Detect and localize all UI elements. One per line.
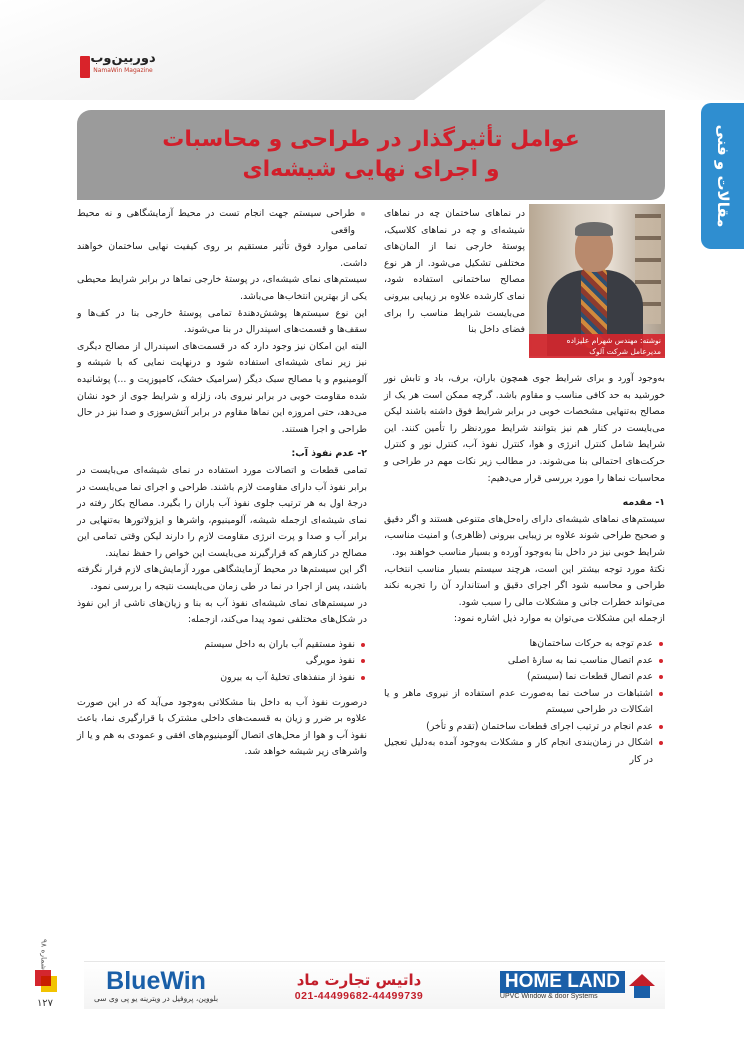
list-item: عدم انجام در ترتیب اجرای قطعات ساختمان (تقدم و تأخر) [384,719,665,736]
left-paragraph2: سیستم‌های نمای شیشه‌ای، در پوستهٔ خارجی نماها در برابر شرایط محیطی یکی از بهترین انتخاب‌ها می‌باشد. [77,274,367,302]
list-item: نفوذ از منفذهای تخلیهٔ آب به بیرون [77,670,367,687]
datis-phone: 021-44499682-44499739 [294,989,424,1002]
homeland-tagline: UPVC Window & door Systems [499,993,598,1000]
logo-mark-icon [80,56,90,78]
issue-square-yellow-icon [41,976,57,992]
homeland-logo: HOME LAND [500,971,625,993]
ad-homeland[interactable] [500,971,655,1000]
list-item: عدم توجه به حرکات ساختمان‌ها [384,636,665,653]
problems-list [384,636,665,769]
ad-datis[interactable] [295,970,423,1002]
left-paragraph1: تمامی موارد فوق تأثیر مستقیم بر روی کیفیت نهایی ساختمان خواهند داشت. [77,241,367,269]
house-icon [629,974,655,998]
section2-heading: ۲- عدم نفوذ آب: [291,448,367,460]
section1-paragraph2: نکتهٔ مورد توجه بیشتر این است، هرچند سیستم بسیار مناسب انتخاب، طراحی و محاسبه شود اگر اجرای دقیق و استاندارد آن را تجربه نکند می‌تواند خطرات جانی و مشکلات مالی را سبب شود. [384,563,665,608]
right-column-top [384,206,525,339]
list-item: نفوذ مستقیم آب باران به داخل سیستم [77,637,367,654]
section1-paragraph3: ازجمله این مشکلات می‌توان به موارد ذیل اشاره نمود: [453,613,665,625]
logo-sub-text: NamaWin Magazine [93,67,153,74]
list-item: اشکال در زمان‌بندی انجام کار و مشکلات به‌وجود آمده به‌دلیل تعجیل در کار [384,735,665,768]
right-column [384,371,665,769]
article-title-line2: و اجرای نهایی شیشه‌ای [242,157,500,182]
section2-paragraph1: تمامی قطعات و اتصالات مورد استفاده در نمای شیشه‌ای می‌بایست در برابر نفوذ آب دارای مقاومت لازم باشند. طراحی و اجرای نما می‌بایست در درجهٔ اول به هر ترتیب جلوی نفوذ آب باران را بگیرد. مصالح بکار رفته در نمای شیشه‌ای ازجمله شیشه، آلومینیوم، واشرها و ایزولاتورها به‌تنهایی در برابر آب و صدا و پرت انرژی مقاومت لازم را دارند لیکن وقتی تمامی این مصالح در کنارهم که قرارگیرند می‌بایست این خواص را حفظ نمایند. [77,464,367,559]
datis-name: داتیس تجارت ماد [296,970,422,989]
section2-paragraph2: اگر این سیستم‌ها در محیط آزمایشگاهی مورد آزمایش‌های لازم قرار نگرفته باشند، پس از اجرا در نما در طی زمان می‌بایست نتیجه را بررسی نمود. [77,564,367,593]
bluewin-tagline: بلووین، پروفیل در ویترینه یو پی وی سی [94,994,219,1003]
left-paragraph3: این نوع سیستم‌ها پوشش‌دهندهٔ تمامی پوستهٔ خارجی بنا در کف‌ها و سقف‌ها و قسمت‌های اسپندرال در بنا می‌شوند. [77,307,367,336]
lab-test-list [77,206,367,239]
photo-caption [529,334,665,358]
footer-ads [84,961,665,1009]
list-item: عدم اتصال قطعات نما (سیستم) [384,669,665,686]
section2-paragraph3: در سیستم‌های نمای شیشه‌ای نفوذ آب به بنا و زیان‌های ناشی از این نفوذ در شکل‌های مختلفی نمود پیدا می‌کند، ازجمله: [77,597,367,626]
list-item: طراحی سیستم جهت انجام تست در محیط آزمایشگاهی و نه محیط واقعی [77,206,367,239]
intro-paragraph-cont: به‌وجود آورد و برای شرایط جوی همچون باران، برف، باد و تابش نور خورشید به حد کافی مناسب و مقاوم باشد. گرچه ممکن است هر یک از مصالح به‌تنهایی مشخصات خوبی در برابر شرایط فوق داشته باشند لیکن می‌بایست در کنار هم نیز بتوانند شرایط موردنظر را تأمین کنند. این شرایط شامل کنترل انرژی و هوا، کنترل نفوذ آب، کنترل نور و کنترل حرکت‌های احتمالی بنا می‌شوند. در مطالب زیر نکات مهم در طراحی و محاسبات نماها را مورد بررسی قرار می‌دهیم: [384,373,665,484]
header-facet [414,0,744,100]
photo-caption-line2: مدیرعامل شرکت آلوک [589,347,661,356]
issue-marker [33,936,55,1026]
article-title-line1: عوامل تأثیرگذار در طراحی و محاسبات [162,127,580,152]
section-tab-label: مقالات و فنی [713,124,732,228]
photo-caption-line1: نوشته: مهندس شهرام علیزاده [566,336,661,345]
magazine-logo [84,52,162,82]
header-band [0,0,744,100]
list-item: اشتباهات در ساخت نما به‌صورت عدم استفاده از نیروی ماهر و یا اشکالات در طراحی سیستم [384,686,665,719]
left-column [77,206,367,761]
list-item: عدم اتصال مناسب نما به سازهٔ اصلی [384,653,665,670]
ad-bluewin[interactable] [94,968,218,1003]
intro-paragraph-start: در نماهای ساختمان چه در نماهای شیشه‌ای و چه در نماهای کلاسیک، پوستهٔ خارجی نما از المان‌های مختلفی تشکیل می‌شود. از هر نوع مصالح ساختمانی استفاده شود، نمای کارشده علاوه بر زیبایی بیرونی می‌بایست شرایط مناسب را برای فضای داخل بنا [384,208,525,336]
issue-number: شماره ۹۸ [39,939,49,970]
page-number: ۱۲۷ [36,998,54,1009]
article-title-box [77,110,665,200]
logo-main-text: دوربین‌وب‌ [90,51,156,66]
left-paragraph-final: درصورت نفوذ آب به داخل بنا مشکلاتی به‌وجود می‌آید که در این صورت علاوه بر ضرر و زیان به قسمت‌های داخلی مشترک با قرارگیری نما، باعث نفوذ آب و هوا از محل‌های اتصال آلومینیوم‌های افقی و عمودی به هم و یا از واشرهای زیر شیشه خواهد شد. [77,696,367,758]
section-tab [701,103,744,249]
water-penetration-list [77,637,367,687]
left-paragraph4: البته این امکان نیز وجود دارد که در قسمت‌های اسپندرال از مصالح دیگری نیز زیر نمای شیشه‌ای استفاده شود و درنهایت نمایی که با شیشه و آلومینیوم و یا مصالح سبک دیگر (سرامیک خشک، کامپوزیت و ...) پوشانیده شده مقاومت خوبی در برابر نیروی باد، زلزله و شرایط جوی از خود نشان می‌دهد، حتی امروزه این نماها مقاوم در برابر آتش‌سوزی و صدا نیز در حال طراحی و اجرا هستند. [77,340,367,435]
list-item: نفوذ مویرگی [77,653,367,670]
section1-paragraph1: سیستم‌های نماهای شیشه‌ای دارای راه‌حل‌های متنوعی هستند و اگر دقیق و صحیح طراحی شوند علاوه بر زیبایی بیرونی (ظاهری) و امنیت مناسب، شرایط خوبی نیز در داخل بنا به‌وجود آورده و بسیار مناسب خواهند بود. [384,513,665,558]
section1-heading: ۱- مقدمه [622,497,665,509]
bluewin-logo: BlueWin [106,967,206,995]
photo-figure-hair [575,222,613,236]
